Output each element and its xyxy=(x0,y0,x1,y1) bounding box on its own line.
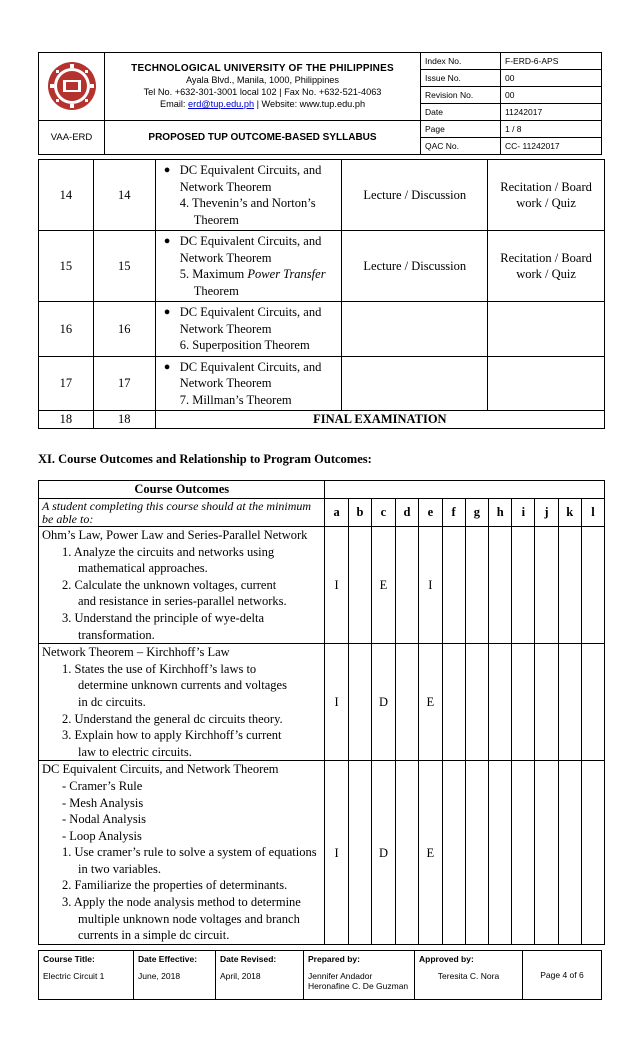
po-cell: I xyxy=(325,527,348,644)
po-cell xyxy=(512,761,535,945)
topic-cell: ● DC Equivalent Circuits, and Network Theorem 4. Thevenin’s and Norton’s Theorem xyxy=(155,160,342,231)
approved-by-cell xyxy=(415,951,523,1000)
prepared-by-cell xyxy=(304,951,415,1000)
table-row xyxy=(39,302,605,357)
po-column-header: c xyxy=(372,499,396,527)
po-cell xyxy=(488,644,511,761)
tla-cell: Lecture / Discussion xyxy=(342,231,488,302)
outcome-description: Network Theorem – Kirchhoff’s Law 1. States the use of Kirchhoff’s laws to determine unknown currents and voltages in dc circuits. 2. Understand the general dc circuits theory. 3. Explain how to apply Kirchhoff’s current law to electric circuits. xyxy=(39,644,325,761)
po-cell xyxy=(581,761,604,945)
preparer-name: Heronafine C. De Guzman xyxy=(308,981,409,991)
document-footer xyxy=(38,950,602,1000)
tla-cell: Lecture / Discussion xyxy=(342,160,488,231)
date-revised-cell xyxy=(216,951,304,1000)
meta-value: F-ERD-6-APS xyxy=(501,53,602,70)
tla-cell xyxy=(342,302,488,357)
po-cell xyxy=(442,527,465,644)
po-column-header: e xyxy=(419,499,442,527)
po-cell xyxy=(535,527,558,644)
meta-key: Date xyxy=(421,104,501,121)
meta-value: 00 xyxy=(501,87,602,104)
po-cell xyxy=(581,644,604,761)
final-exam-cell: FINAL EXAMINATION xyxy=(155,411,604,429)
week-cell: 17 xyxy=(39,356,94,411)
outcomes-subheading: A student completing this course should at the minimum be able to: xyxy=(39,499,325,527)
topic-no-cell: 16 xyxy=(93,302,155,357)
bullet-icon: ● xyxy=(163,306,171,318)
topic-no-cell: 18 xyxy=(93,411,155,429)
assessment-cell: Recitation / Board work / Quiz xyxy=(488,231,605,302)
po-cell xyxy=(395,644,418,761)
syllabus-title: PROPOSED TUP OUTCOME-BASED SYLLABUS xyxy=(105,121,421,155)
topic-cell: ● DC Equivalent Circuits, and Network Theorem 7. Millman’s Theorem xyxy=(155,356,342,411)
meta-key: Page xyxy=(421,121,501,138)
po-cell xyxy=(465,527,488,644)
week-cell: 14 xyxy=(39,160,94,231)
po-cell xyxy=(348,527,371,644)
table-row xyxy=(39,527,605,644)
po-cell xyxy=(348,761,371,945)
po-cell xyxy=(558,761,581,945)
meta-value: 1 / 8 xyxy=(501,121,602,138)
assessment-cell xyxy=(488,302,605,357)
date-effective-cell xyxy=(134,951,216,1000)
table-row xyxy=(39,160,605,231)
university-tel: Tel No. +632-301-3001 local 102 | Fax No. +632-521-4063 xyxy=(143,87,382,97)
meta-key: Revision No. xyxy=(421,87,501,104)
po-cell xyxy=(348,644,371,761)
po-cell: D xyxy=(372,761,396,945)
table-row xyxy=(39,644,605,761)
topic-no-cell: 14 xyxy=(93,160,155,231)
po-column-header: d xyxy=(395,499,418,527)
assessment-cell: Recitation / Board work / Quiz xyxy=(488,160,605,231)
approved-by-label: Approved by: xyxy=(419,954,474,964)
bullet-icon: ● xyxy=(163,235,171,247)
week-cell: 16 xyxy=(39,302,94,357)
outcomes-heading: Course Outcomes xyxy=(39,481,325,499)
po-cell xyxy=(488,527,511,644)
table-row xyxy=(39,499,605,527)
date-effective: June, 2018 xyxy=(138,971,181,981)
topic-no-cell: 15 xyxy=(93,231,155,302)
document-header xyxy=(38,52,602,155)
meta-key: QAC No. xyxy=(421,138,501,155)
table-row xyxy=(39,481,605,499)
weekly-plan-table xyxy=(38,159,605,429)
po-column-header: b xyxy=(348,499,371,527)
po-column-header: a xyxy=(325,499,348,527)
approver-name: Teresita C. Nora xyxy=(437,971,500,981)
po-cell xyxy=(535,761,558,945)
table-row xyxy=(39,231,605,302)
po-cell xyxy=(512,527,535,644)
table-row xyxy=(39,411,605,429)
po-column-header: j xyxy=(535,499,558,527)
po-column-header: k xyxy=(558,499,581,527)
course-outcomes-table xyxy=(38,480,605,945)
po-cell xyxy=(442,761,465,945)
university-address: Ayala Blvd., Manila, 1000, Philippines xyxy=(185,75,340,85)
po-column-header: h xyxy=(488,499,511,527)
section-title: XI. Course Outcomes and Relationship to Program Outcomes: xyxy=(38,452,372,466)
po-column-header: l xyxy=(581,499,604,527)
university-seal-cell xyxy=(39,53,105,121)
university-seal-icon xyxy=(46,60,98,112)
page-number: Page 4 of 6 xyxy=(523,951,602,1000)
university-contact: Email: erd@tup.edu.ph | Website: www.tup.edu.ph xyxy=(159,99,366,109)
po-cell: E xyxy=(372,527,396,644)
tla-cell xyxy=(342,356,488,411)
meta-value: 00 xyxy=(501,70,602,87)
prepared-by-label: Prepared by: xyxy=(308,954,360,964)
outcome-description: DC Equivalent Circuits, and Network Theorem - Cramer’s Rule - Mesh Analysis - Nodal Analysis - Loop Analysis 1. Use cramer’s rule to solve a system of equations in two variables. 2. Familiarize the properties of determinants. 3. Apply the node analysis method to determine multiple unknown node voltages and branch currents in a simple dc circuit. xyxy=(39,761,325,945)
meta-value: CC- 11242017 xyxy=(501,138,602,155)
po-cell xyxy=(395,761,418,945)
po-cell xyxy=(465,761,488,945)
po-cell xyxy=(512,644,535,761)
po-column-header: f xyxy=(442,499,465,527)
po-cell xyxy=(558,527,581,644)
po-cell xyxy=(465,644,488,761)
po-cell xyxy=(535,644,558,761)
po-cell: E xyxy=(419,644,442,761)
email-link[interactable]: erd@tup.edu.ph xyxy=(188,99,255,109)
office-code: VAA-ERD xyxy=(39,121,105,155)
week-cell: 15 xyxy=(39,231,94,302)
po-cell xyxy=(442,644,465,761)
table-row xyxy=(39,356,605,411)
po-cell xyxy=(558,644,581,761)
po-column-header: i xyxy=(512,499,535,527)
university-name: TECHNOLOGICAL UNIVERSITY OF THE PHILIPPINES xyxy=(131,63,394,74)
date-revised-label: Date Revised: xyxy=(220,954,277,964)
assessment-cell xyxy=(488,356,605,411)
po-cell: I xyxy=(325,644,348,761)
bullet-icon: ● xyxy=(163,164,171,176)
course-title-label: Course Title: xyxy=(43,954,95,964)
university-info xyxy=(105,53,421,121)
meta-key: Issue No. xyxy=(421,70,501,87)
preparer-name: Jennifer Andador xyxy=(308,971,373,981)
week-cell: 18 xyxy=(39,411,94,429)
date-revised: April, 2018 xyxy=(220,971,261,981)
topic-no-cell: 17 xyxy=(93,356,155,411)
topic-cell: ● DC Equivalent Circuits, and Network Theorem 6. Superposition Theorem xyxy=(155,302,342,357)
topic-cell: ● DC Equivalent Circuits, and Network Theorem 5. Maximum Power Transfer Theorem xyxy=(155,231,342,302)
course-title-cell xyxy=(39,951,134,1000)
po-column-header: g xyxy=(465,499,488,527)
po-cell: D xyxy=(372,644,396,761)
table-row xyxy=(39,761,605,945)
meta-value: 11242017 xyxy=(501,104,602,121)
course-title: Electric Circuit 1 xyxy=(43,971,105,981)
header-spacer xyxy=(325,481,605,499)
po-cell xyxy=(488,761,511,945)
outcome-description: Ohm’s Law, Power Law and Series-Parallel Network 1. Analyze the circuits and networks using mathematical approaches. 2. Calculate the unknown voltages, current and resistance in series-parallel networks. 3. Understand the principle of wye-delta transformation. xyxy=(39,527,325,644)
po-cell xyxy=(395,527,418,644)
po-cell xyxy=(581,527,604,644)
po-cell: I xyxy=(325,761,348,945)
date-effective-label: Date Effective: xyxy=(138,954,198,964)
po-cell: I xyxy=(419,527,442,644)
po-cell: E xyxy=(419,761,442,945)
meta-key: Index No. xyxy=(421,53,501,70)
bullet-icon: ● xyxy=(163,360,171,373)
